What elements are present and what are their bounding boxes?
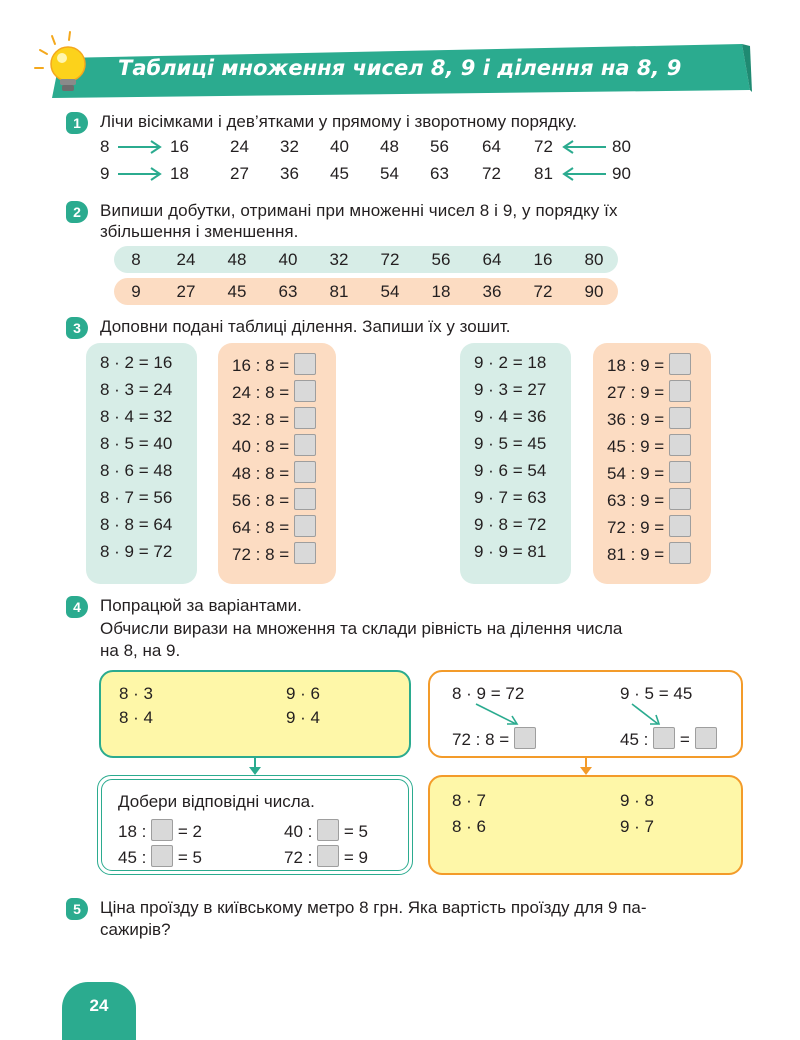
answer-box[interactable] — [653, 727, 675, 749]
lightbulb-icon — [30, 30, 100, 100]
division-expression: 45 : — [620, 730, 649, 749]
answer-box[interactable] — [294, 434, 316, 456]
variant-2-task-box — [428, 775, 743, 875]
equation: 9 · 8 = 72 — [474, 515, 547, 534]
number: 48 — [380, 137, 399, 156]
exercise-2-text: Випиши добутки, отримані при множенні чисел 8 і 9, у порядку їх — [100, 201, 618, 220]
number: 8 — [131, 250, 141, 269]
division-expression: 72 : 9 = — [607, 518, 665, 537]
equation-result: = 5 — [343, 822, 368, 841]
number: 32 — [329, 250, 349, 269]
division-expression: 40 : — [284, 822, 313, 841]
multiplication-table-8 — [86, 343, 197, 584]
number: 54 — [380, 164, 399, 183]
products-strip-ascending — [114, 246, 618, 273]
answer-box[interactable] — [669, 515, 691, 537]
equation: 9 · 4 = 36 — [474, 407, 547, 426]
equation: 8 · 3 = 24 — [100, 380, 173, 399]
equals-sign: = — [679, 730, 690, 749]
page-number-tab — [62, 982, 136, 1040]
division-expression: 48 : 8 = — [232, 464, 290, 483]
equation: 8 · 9 = 72 — [452, 684, 525, 703]
equation: 9 · 5 = 45 — [474, 434, 547, 453]
answer-box[interactable] — [317, 845, 339, 867]
number: 36 — [280, 164, 299, 183]
equation-result: = 2 — [177, 822, 202, 841]
exercise-3-text: Доповни подані таблиці ділення. Запиши їх у зошит. — [100, 317, 511, 336]
exercise-5-text: сажирів? — [100, 920, 171, 939]
division-expression: 24 : 8 = — [232, 383, 290, 402]
number: 64 — [482, 137, 501, 156]
division-expression: 18 : — [118, 822, 147, 841]
number: 40 — [278, 250, 298, 269]
number: 9 — [100, 164, 110, 183]
equation: 9 · 5 = 45 — [620, 684, 693, 703]
division-expression: 64 : 8 = — [232, 518, 290, 537]
number: 64 — [482, 250, 502, 269]
division-expression: 72 : 8 = — [452, 730, 510, 749]
number: 18 — [431, 282, 451, 301]
division-expression: 45 : — [118, 848, 147, 867]
arrow-right-icon — [118, 167, 164, 181]
equation: 9 · 6 = 54 — [474, 461, 547, 480]
exercise-badge: 5 — [66, 898, 88, 920]
variant-1-answer-box — [97, 775, 413, 875]
number: 90 — [612, 164, 631, 183]
number: 27 — [176, 282, 196, 301]
answer-box[interactable] — [669, 380, 691, 402]
division-table-9 — [593, 343, 711, 584]
expression: 8 · 4 — [119, 708, 154, 727]
number: 32 — [280, 137, 299, 156]
answer-box[interactable] — [294, 488, 316, 510]
equation: 9 · 2 = 18 — [474, 353, 547, 372]
variant-2-example-box — [428, 670, 743, 758]
box-instruction: Добери відповідні числа. — [118, 792, 315, 811]
division-expression: 54 : 9 = — [607, 464, 665, 483]
expression: 9 · 7 — [620, 817, 655, 836]
expression: 8 · 3 — [119, 684, 154, 703]
number: 27 — [230, 164, 249, 183]
equation: 9 · 3 = 27 — [474, 380, 547, 399]
number: 72 — [380, 250, 400, 269]
products-strip-descending — [114, 278, 618, 305]
answer-box[interactable] — [294, 407, 316, 429]
division-expression: 45 : 9 = — [607, 437, 665, 456]
division-expression: 56 : 8 = — [232, 491, 290, 510]
answer-box[interactable] — [317, 819, 339, 841]
division-expression: 81 : 9 = — [607, 545, 665, 564]
number: 45 — [330, 164, 349, 183]
exercise-badge: 3 — [66, 317, 88, 339]
arrow-left-icon — [560, 140, 606, 154]
division-expression: 18 : 9 = — [607, 356, 665, 375]
equation: 9 · 9 = 81 — [474, 542, 547, 561]
count-row-nines — [0, 164, 800, 188]
exercise-badge: 4 — [66, 596, 88, 618]
number: 16 — [170, 137, 189, 156]
number: 48 — [227, 250, 247, 269]
number: 72 — [534, 137, 553, 156]
number: 90 — [584, 282, 604, 301]
answer-box[interactable] — [294, 542, 316, 564]
number: 56 — [431, 250, 451, 269]
number: 36 — [482, 282, 502, 301]
division-expression: 72 : 8 = — [232, 545, 290, 564]
division-expression: 16 : 8 = — [232, 356, 290, 375]
arrow-icon — [474, 702, 524, 728]
answer-box[interactable] — [294, 380, 316, 402]
answer-box[interactable] — [669, 434, 691, 456]
answer-box[interactable] — [294, 353, 316, 375]
equation: 8 · 9 = 72 — [100, 542, 173, 561]
exercise-5-text: Ціна проїзду в київському метро 8 грн. Яка вартість проїзду для 9 па- — [100, 898, 647, 917]
number: 40 — [330, 137, 349, 156]
division-expression: 40 : 8 = — [232, 437, 290, 456]
equation: 8 · 2 = 16 — [100, 353, 173, 372]
number: 63 — [430, 164, 449, 183]
equation: 9 · 7 = 63 — [474, 488, 547, 507]
equation-result: = 9 — [343, 848, 368, 867]
equation: 8 · 7 = 56 — [100, 488, 173, 507]
arrow-icon — [630, 702, 670, 728]
number: 72 — [482, 164, 501, 183]
answer-box[interactable] — [669, 488, 691, 510]
arrow-down-icon — [578, 758, 594, 776]
number: 45 — [227, 282, 247, 301]
answer-box[interactable] — [669, 353, 691, 375]
answer-box[interactable] — [294, 461, 316, 483]
division-expression: 32 : 8 = — [232, 410, 290, 429]
division-expression: 63 : 9 = — [607, 491, 665, 510]
number: 56 — [430, 137, 449, 156]
page-title: Таблиці множення чисел 8, 9 і ділення на 8, 9 — [118, 56, 682, 80]
number: 72 — [533, 282, 553, 301]
answer-box[interactable] — [151, 819, 173, 841]
answer-box[interactable] — [151, 845, 173, 867]
arrow-right-icon — [118, 140, 164, 154]
number: 80 — [612, 137, 631, 156]
division-expression: 36 : 9 = — [607, 410, 665, 429]
expression: 9 · 4 — [286, 708, 321, 727]
number: 80 — [584, 250, 604, 269]
equation: 8 · 4 = 32 — [100, 407, 173, 426]
arrow-down-icon — [247, 758, 263, 776]
expression: 9 · 6 — [286, 684, 321, 703]
answer-box[interactable] — [669, 542, 691, 564]
count-row-eights — [0, 137, 800, 161]
number: 16 — [533, 250, 553, 269]
answer-box[interactable] — [669, 407, 691, 429]
division-expression: 27 : 9 = — [607, 383, 665, 402]
number: 63 — [278, 282, 298, 301]
equation: 8 · 6 = 48 — [100, 461, 173, 480]
arrow-left-icon — [560, 167, 606, 181]
number: 24 — [230, 137, 249, 156]
answer-box[interactable] — [695, 727, 717, 749]
number: 81 — [534, 164, 553, 183]
number: 8 — [100, 137, 110, 156]
division-expression: 72 : — [284, 848, 313, 867]
number: 24 — [176, 250, 196, 269]
equation: 8 · 5 = 40 — [100, 434, 173, 453]
exercise-1-text: Лічи вісімками і дев’ятками у прямому і зворотному порядку. — [100, 112, 577, 131]
exercise-2-text: збільшення і зменшення. — [100, 222, 299, 241]
answer-box[interactable] — [294, 515, 316, 537]
number: 18 — [170, 164, 189, 183]
exercise-badge: 2 — [66, 201, 88, 223]
exercise-badge: 1 — [66, 112, 88, 134]
exercise-4-text: Попрацюй за варіантами. — [100, 596, 302, 615]
exercise-4-text: на 8, на 9. — [100, 641, 181, 660]
page-number: 24 — [89, 996, 109, 1015]
expression: 8 · 6 — [452, 817, 487, 836]
division-table-8 — [218, 343, 336, 584]
equation-result: = 5 — [177, 848, 202, 867]
answer-box[interactable] — [669, 461, 691, 483]
number: 54 — [380, 282, 400, 301]
equation: 8 · 8 = 64 — [100, 515, 173, 534]
number: 81 — [329, 282, 349, 301]
variant-1-task-box — [99, 670, 411, 758]
exercise-4-text: Обчисли вирази на множення та склади рівність на ділення числа — [100, 619, 623, 638]
multiplication-table-9 — [460, 343, 571, 584]
expression: 9 · 8 — [620, 791, 655, 810]
answer-box[interactable] — [514, 727, 536, 749]
expression: 8 · 7 — [452, 791, 487, 810]
number: 9 — [131, 282, 141, 301]
